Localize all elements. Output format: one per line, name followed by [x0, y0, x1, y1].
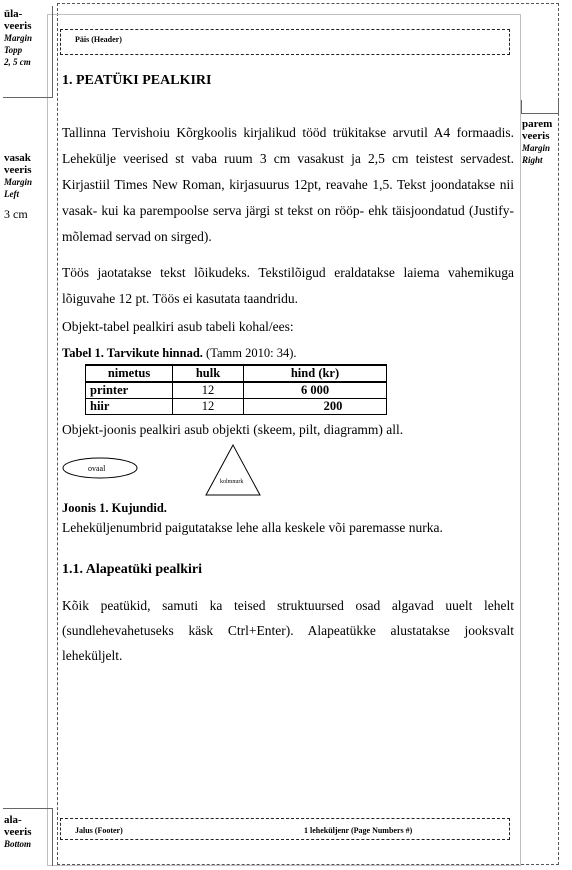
- footer-page-number: 1 leheküljenr (Page Numbers #): [304, 826, 413, 835]
- table-cell: 12: [173, 382, 244, 399]
- paragraph-6: Kõik peatükid, samuti ka teised struktuursed osad algavad uuelt lehelt (sundlehevahetuseks käsk Ctrl+Enter). Alapeatükke alustatakse jooksvalt leheküljelt.: [62, 598, 514, 663]
- paragraph-1: Tallinna Tervishoiu Kõrgkoolis kirjalikud tööd trükitakse arvutil A4 formaadis. Lehekülje veerised st vaba ruum 3 cm vasakust ja 2,5 cm teistest servadest. Kirjastiil Times New Roman, kirjasuurus 12pt, reavahe 1,5. Tekst joondatakse nii vasak- kui ka parempoolse serva järgi st tekst on rööp- ehk täisjoondatud (Justify-mõlemad servad on sirged).: [62, 125, 514, 244]
- chapter-title: 1. PEATÜKI PEALKIRI: [62, 73, 212, 88]
- prices-table: [85, 364, 387, 415]
- header-label: Päis (Header): [75, 35, 122, 44]
- right-margin-et: parem veeris: [522, 118, 553, 142]
- figure-caption: Joonis 1. Kujundid.: [62, 501, 167, 515]
- table-caption-source: (Tamm 2010: 34).: [206, 346, 297, 360]
- paragraph-5: Leheküljenumbrid paigutatakse lehe alla keskele või paremasse nurka.: [62, 520, 443, 535]
- table-cell: hiir: [86, 399, 173, 415]
- top-margin-en: Margin Topp: [4, 33, 33, 55]
- table-cell: printer: [86, 382, 173, 399]
- bottom-margin-brace: [3, 808, 53, 866]
- table-caption-title: Tabel 1. Tarvikute hinnad.: [62, 346, 203, 360]
- shapes-svg: [62, 443, 292, 499]
- table-cell: 6 000: [244, 382, 387, 399]
- paragraph-2: Töös jaotatakse tekst lõikudeks. Tekstilõigud eraldatakse laiema vahemikuga lõiguvahe 12 pt. Töös ei kasutata taandridu.: [62, 265, 514, 306]
- right-margin-en: Margin Right: [522, 143, 551, 165]
- oval-label: ovaal: [88, 464, 106, 473]
- triangle-label: kolmnurk: [220, 479, 244, 485]
- table-header-row: [86, 365, 387, 382]
- subchapter-title: 1.1. Alapeatüki pealkiri: [62, 562, 203, 577]
- triangle-shape: [206, 445, 260, 495]
- table-header-cell: hind (kr): [244, 365, 387, 382]
- bottom-margin-en: Bottom: [4, 839, 32, 849]
- table-cell: 200: [244, 399, 387, 415]
- page-content: [62, 68, 514, 668]
- right-margin-label: [522, 118, 570, 166]
- left-margin-size: 3 cm: [4, 207, 28, 221]
- top-margin-et: üla- veeris: [4, 8, 32, 32]
- left-margin-label: [4, 152, 48, 220]
- top-margin-size: 2, 5 cm: [4, 57, 31, 67]
- figure-shapes: [62, 443, 514, 499]
- table-cell: 12: [173, 399, 244, 415]
- page-header: [60, 29, 510, 55]
- page-footer: [60, 818, 510, 840]
- bottom-margin-et: ala- veeris: [4, 814, 32, 838]
- left-margin-en: Margin Left: [4, 177, 33, 199]
- table-row: [86, 382, 387, 399]
- paragraph-3: Objekt-tabel pealkiri asub tabeli kohal/ees:: [62, 319, 294, 334]
- left-margin-et: vasak veeris: [4, 152, 32, 176]
- table-caption: [62, 342, 514, 364]
- paragraph-4: Objekt-joonis pealkiri asub objekti (skeem, pilt, diagramm) all.: [62, 422, 404, 437]
- table-header-cell: nimetus: [86, 365, 173, 382]
- top-margin-brace: [3, 6, 53, 98]
- footer-label: Jalus (Footer): [75, 826, 123, 835]
- right-margin-brace: [521, 100, 559, 114]
- table-header-cell: hulk: [173, 365, 244, 382]
- table-row: [86, 399, 387, 415]
